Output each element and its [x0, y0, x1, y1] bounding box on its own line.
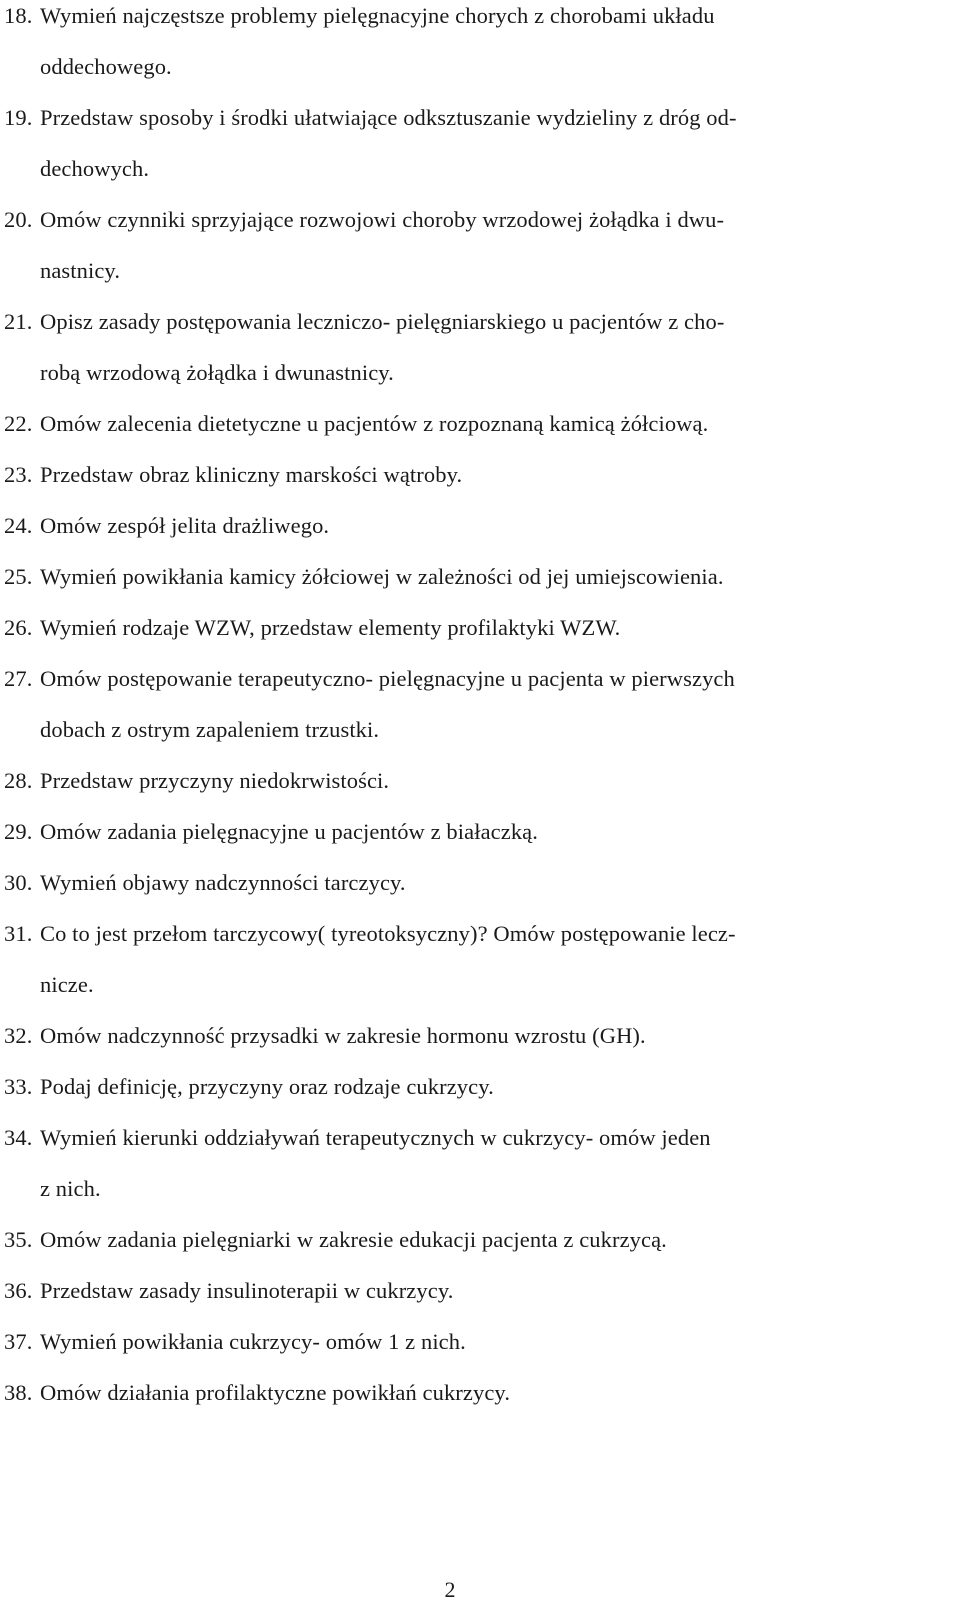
question-item: [0, 755, 960, 806]
question-text-line: Omów postępowanie terapeutyczno- pielęgnacyjne u pacjenta w pierwszych: [40, 666, 735, 691]
question-item: [0, 1265, 960, 1316]
question-text-line: oddechowego.: [40, 54, 172, 79]
question-item: [0, 500, 960, 551]
question-number: 22.: [4, 411, 33, 436]
question-text-line: Wymień powikłania cukrzycy- omów 1 z nich.: [40, 1329, 466, 1354]
question-number: 27.: [4, 666, 33, 691]
question-item: [0, 653, 960, 755]
question-text-line: Przedstaw obraz kliniczny marskości wątroby.: [40, 462, 463, 487]
question-text-line: Podaj definicję, przyczyny oraz rodzaje cukrzycy.: [40, 1074, 494, 1099]
question-number: 34.: [4, 1125, 33, 1150]
question-number: 33.: [4, 1074, 33, 1099]
question-number: 36.: [4, 1278, 33, 1303]
question-text-line: robą wrzodową żołądka i dwunastnicy.: [40, 360, 394, 385]
question-number: 38.: [4, 1380, 33, 1405]
question-text-line: dechowych.: [40, 156, 150, 181]
question-number: 28.: [4, 768, 33, 793]
question-text-line: Wymień powikłania kamicy żółciowej w zależności od jej umiejscowienia.: [40, 564, 724, 589]
question-text-line: Omów nadczynność przysadki w zakresie hormonu wzrostu (GH).: [40, 1023, 646, 1048]
question-text-line: Omów zadania pielęgnacyjne u pacjentów z białaczką.: [40, 819, 538, 844]
question-number: 23.: [4, 462, 33, 487]
question-number: 21.: [4, 309, 33, 334]
question-number: 20.: [4, 207, 33, 232]
question-text-line: Przedstaw sposoby i środki ułatwiające odksztuszanie wydzieliny z dróg od-: [40, 105, 737, 130]
question-text-line: Wymień rodzaje WZW, przedstaw elementy profilaktyki WZW.: [40, 615, 621, 640]
question-text-line: dobach z ostrym zapaleniem trzustki.: [40, 717, 380, 742]
question-text-line: nastnicy.: [40, 258, 121, 283]
question-text-line: Wymień kierunki oddziaływań terapeutycznych w cukrzycy- omów jeden: [40, 1125, 711, 1150]
question-text-line: nicze.: [40, 972, 94, 997]
question-text-line: Opisz zasady postępowania leczniczo- pielęgniarskiego u pacjentów z cho-: [40, 309, 725, 334]
question-text-line: Omów czynniki sprzyjające rozwojowi choroby wrzodowej żołądka i dwu-: [40, 207, 725, 232]
question-item: [0, 857, 960, 908]
question-item: [0, 908, 960, 1010]
question-item: [0, 602, 960, 653]
question-text-line: Przedstaw przyczyny niedokrwistości.: [40, 768, 390, 793]
question-item: [0, 1367, 960, 1418]
question-number: 31.: [4, 921, 33, 946]
question-item: [0, 1214, 960, 1265]
question-item: [0, 92, 960, 194]
question-item: [0, 551, 960, 602]
question-number: 32.: [4, 1023, 33, 1048]
question-number: 37.: [4, 1329, 33, 1354]
question-number: 29.: [4, 819, 33, 844]
question-item: [0, 398, 960, 449]
question-text-line: Wymień najczęstsze problemy pielęgnacyjne chorych z chorobami układu: [40, 3, 715, 28]
question-number: 35.: [4, 1227, 33, 1252]
question-text-line: Omów zalecenia dietetyczne u pacjentów z rozpoznaną kamicą żółciową.: [40, 411, 709, 436]
question-item: [0, 296, 960, 398]
question-number: 19.: [4, 105, 33, 130]
question-item: [0, 1112, 960, 1214]
question-number: 26.: [4, 615, 33, 640]
question-item: [0, 1061, 960, 1112]
question-text-line: Co to jest przełom tarczycowy( tyreotoksyczny)? Omów postępowanie lecz-: [40, 921, 736, 946]
question-text-line: Przedstaw zasady insulinoterapii w cukrzycy.: [40, 1278, 454, 1303]
question-number: 25.: [4, 564, 33, 589]
question-item: [0, 194, 960, 296]
question-item: [0, 806, 960, 857]
question-number: 30.: [4, 870, 33, 895]
question-text-line: z nich.: [40, 1176, 101, 1201]
question-text-line: Wymień objawy nadczynności tarczycy.: [40, 870, 406, 895]
question-item: [0, 1316, 960, 1367]
page-number: 2: [444, 1577, 456, 1602]
question-item: [0, 0, 960, 92]
question-text-line: Omów zespół jelita drażliwego.: [40, 513, 330, 538]
question-item: [0, 449, 960, 500]
question-number: 18.: [4, 3, 33, 28]
question-item: [0, 1010, 960, 1061]
question-text-line: Omów zadania pielęgniarki w zakresie edukacji pacjenta z cukrzycą.: [40, 1227, 667, 1252]
question-number: 24.: [4, 513, 33, 538]
question-text-line: Omów działania profilaktyczne powikłań cukrzycy.: [40, 1380, 511, 1405]
